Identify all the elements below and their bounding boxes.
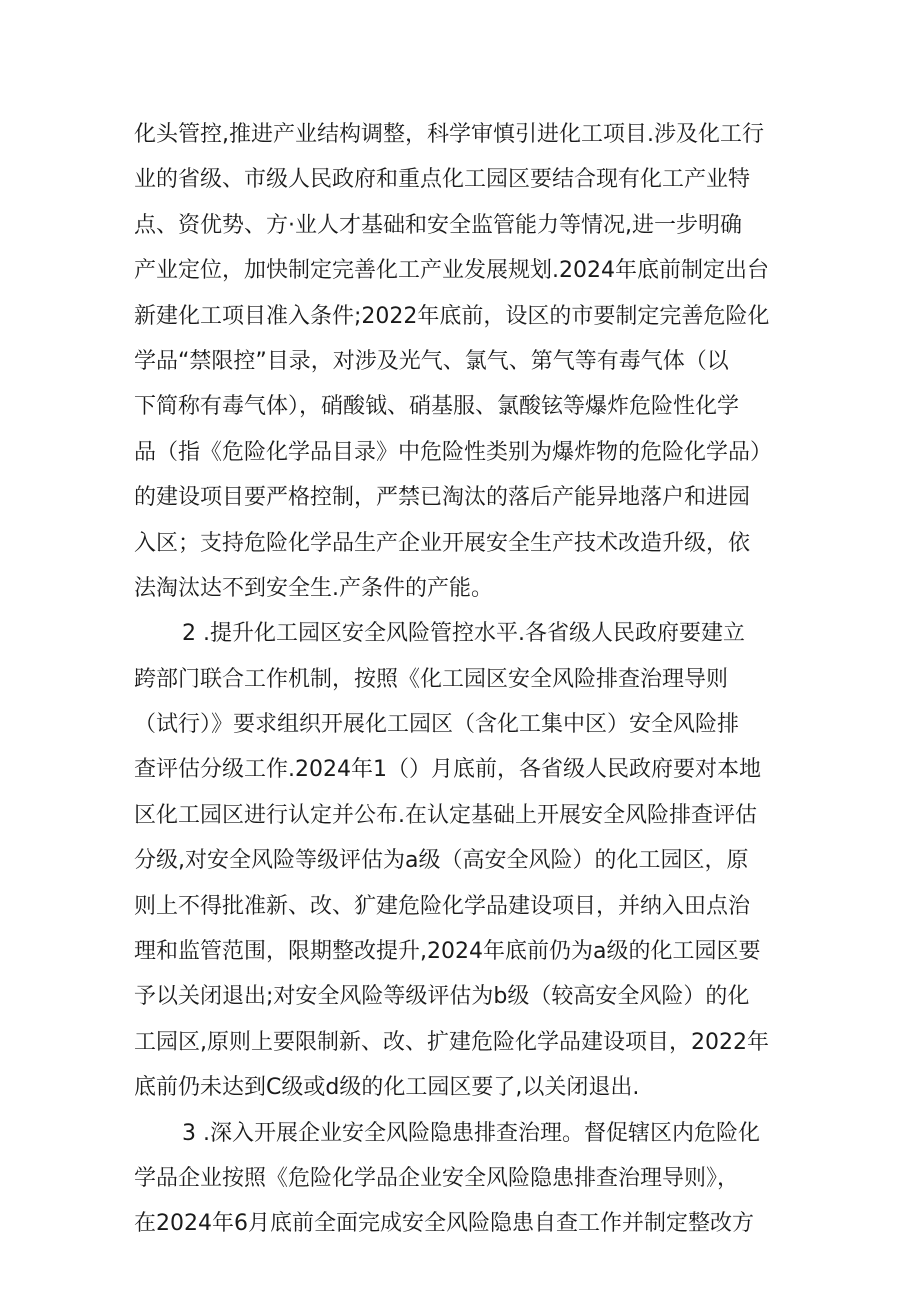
text-line-2: 业的省级、市级人民政府和重点化工园区要结合现有化工产业特 [134,167,751,193]
text-line-5: 新建化工项目准入条件;2022年底前，设区的市要制定完善危险化 [134,303,770,329]
text-line-13: 跨部门联合工作机制，按照《化工园区安全风险排查治理导则 [134,666,729,692]
text-line-1: 化头管控,推进产业结构调整，科学审慎引进化工项目.涉及化工行 [134,122,764,147]
text-line-21: 工园区,原则上要限制新、改、扩建危险化学品建设项目，2022年 [134,1029,769,1055]
text-line-3: 点、资优势、方·业人才基础和安全监管能力等情况,进一步明确 [134,212,742,238]
text-line-18: 则上不得批准新、改、犷建危险化学品建设项目，并纳入田点治 [134,893,751,919]
paragraph-3-first-line: 3 .深入开展企业安全风险隐患排查治理。督促辖区内危险化 [182,1120,760,1146]
body-text [134,112,804,1247]
text-line-4: 产业定位，加快制定完善化工产业发展规划.2024年底前制定出台 [134,258,769,284]
text-line-19: 理和监管范围，限期整改提升,2024年底前仍为a级的化工园区要 [134,939,761,965]
text-line-9: 的建设项目要严格控制，严禁已淘汰的落后产能异地落户和进园 [134,485,751,511]
text-line-7: 下简称有毒气体），硝酸钺、硝基服、氯酸铉等爆炸危险性化学 [134,394,740,420]
text-line-15: 查评估分级工作.2024年1（）月底前，各省级人民政府要对本地 [134,757,761,783]
text-line-10: 入区；支持危险化学品生产企业开展安全生产技术改造升级，依 [134,530,751,556]
text-line-11: 法淘汰达不到安全生.产条件的产能。 [134,575,493,601]
text-line-17: 分级,对安全风险等级评估为a级（高安全风险）的化工园区，原 [134,848,749,874]
paragraph-2-first-line: 2 .提升化工园区安全风险管控水平.各省级人民政府要建立 [182,621,745,647]
text-line-8: 品（指《危险化学品目录》中危险性类别为爆炸物的危险化学品） [134,439,773,465]
text-line-14: （试行）》要求组织开展化工园区（含化工集中区）安全风险排 [134,712,740,738]
text-line-24: 学品企业按照《危险化学品企业安全风险隐患排查治理导则》， [134,1165,740,1191]
text-line-16: 区化工园区进行认定并公布.在认定基础上开展安全风险排查评估 [134,802,757,828]
text-line-25: 在2024年6月底前全面完成安全风险隐患自查工作并制定整改方 [134,1211,754,1237]
text-line-6: 学品“禁限控”目录，对涉及光气、氯气、第气等有毒气体（以 [134,348,729,374]
text-line-22: 底前仍未达到C级或d级的化工园区要了,以关闭退出. [134,1075,640,1101]
text-line-20: 予以关闭退出;对安全风险等级评估为b级（较高安全风险）的化 [134,984,750,1010]
